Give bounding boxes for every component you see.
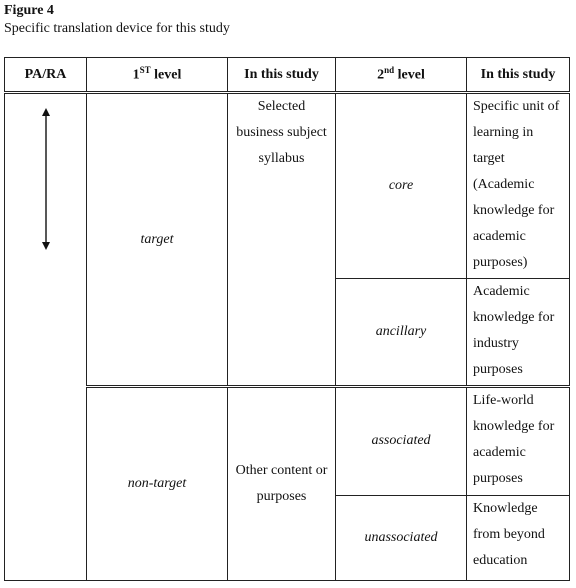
- study-target: Selected business subject syllabus: [228, 93, 336, 387]
- figure-caption: Specific translation device for this study: [4, 21, 230, 36]
- translation-device-table: [4, 57, 570, 581]
- level1-target: target: [87, 93, 228, 387]
- desc-core: Specific unit of learning in target (Academic knowledge for academic purposes): [467, 93, 570, 279]
- level2-ancillary: ancillary: [336, 278, 467, 386]
- pa-ra-cell: [5, 93, 87, 581]
- double-headed-vertical-arrow-icon: [39, 108, 53, 255]
- study-non-target: Other content or purposes: [228, 387, 336, 581]
- figure-label: Figure 4: [4, 3, 54, 18]
- header-pa-ra: PA/RA: [5, 58, 87, 93]
- level2-core: core: [336, 93, 467, 279]
- level2-unassociated: unassociated: [336, 495, 467, 580]
- header-level1: 1ST level: [87, 58, 228, 93]
- level1-non-target: non-target: [87, 387, 228, 581]
- header-in-this-study-2: In this study: [467, 58, 570, 93]
- desc-associated: Life-world knowledge for academic purposes: [467, 387, 570, 495]
- header-row: [5, 58, 570, 93]
- table-row: [5, 93, 570, 279]
- table-row: [5, 387, 570, 495]
- header-in-this-study-1: In this study: [228, 58, 336, 93]
- level2-associated: associated: [336, 387, 467, 495]
- desc-ancillary: Academic knowledge for industry purposes: [467, 278, 570, 386]
- header-level2: 2nd level: [336, 58, 467, 93]
- desc-unassociated: Knowledge from beyond education: [467, 495, 570, 580]
